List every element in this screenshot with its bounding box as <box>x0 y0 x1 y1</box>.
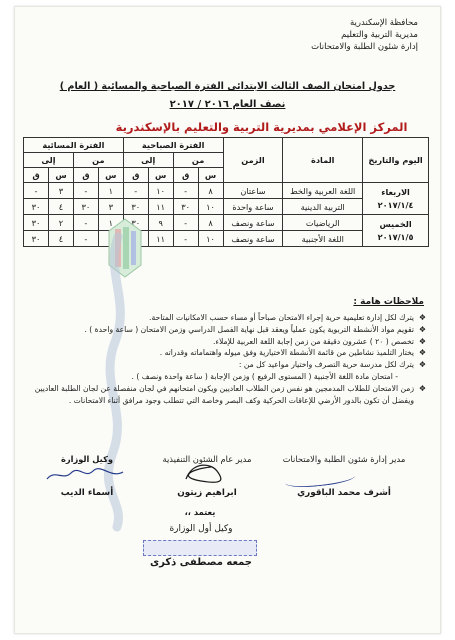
evening-from-minute: - <box>73 231 98 247</box>
header-hour: س <box>49 168 74 183</box>
handwritten-signature-icon <box>181 459 231 489</box>
note-item <box>28 336 426 348</box>
bullet-icon: ❖ <box>418 360 426 370</box>
subject-cell: اللغة العربية والخط <box>283 183 363 199</box>
morning-to-hour: ١١ <box>148 199 173 215</box>
note-item <box>28 312 426 324</box>
header-to: إلى <box>123 153 173 168</box>
signature-title: وكيل الوزارة <box>60 454 114 464</box>
note-item <box>28 371 426 383</box>
table-row <box>24 183 429 199</box>
media-center-caption: المركز الإعلامي بمديرية التربية والتعليم بالإسكندرية <box>115 120 408 134</box>
evening-to-hour: ٢ <box>49 215 74 231</box>
bullet-icon: ❖ <box>418 324 426 334</box>
document-subtitle: نصف العام ٢٠١٦ / ٢٠١٧ <box>169 99 286 110</box>
header-from: من <box>173 153 223 168</box>
evening-to-hour: ٤ <box>49 231 74 247</box>
media-logo-icon <box>105 217 145 279</box>
document-page <box>14 6 441 634</box>
morning-from-minute: - <box>173 231 198 247</box>
morning-to-hour: ١١ <box>148 231 173 247</box>
exam-date: ٢٠١٧/١/٤ <box>377 199 414 210</box>
header-minute: ق <box>24 168 49 183</box>
bullet-icon: ❖ <box>418 336 426 346</box>
table-row <box>24 215 429 231</box>
morning-to-minute: - <box>123 183 148 199</box>
header-from: من <box>73 153 123 168</box>
signature-title: مدير عام الشئون التنفيذية <box>162 454 252 464</box>
note-item <box>28 383 426 395</box>
time-cell: ساعة ونصف <box>223 215 283 231</box>
morning-to-minute: ٣٠ <box>123 215 148 231</box>
header-evening: الفترة المسائية <box>24 138 124 153</box>
evening-to-hour: ٤ <box>49 199 74 215</box>
official-stamp-icon <box>143 540 257 556</box>
header-hour: س <box>98 168 123 183</box>
morning-from-hour: ٨ <box>198 215 223 231</box>
signature-name: جمعه مصطفى ذكرى <box>149 557 253 568</box>
evening-from-hour: ٣ <box>98 199 123 215</box>
morning-to-hour: ١٠ <box>148 183 173 199</box>
morning-from-hour: ١٠ <box>198 199 223 215</box>
time-cell: ساعة واحدة <box>223 199 283 215</box>
exam-date: ٢٠١٧/١/٥ <box>377 231 414 242</box>
notes-title: ملاحظات هامة : <box>353 297 424 307</box>
subject-cell: التربية الدينية <box>283 199 363 215</box>
morning-to-hour: ٩ <box>148 215 173 231</box>
header-subject: المادة <box>283 138 363 183</box>
signature-title: مدير إدارة شئون الطلبة والامتحانات <box>282 454 406 464</box>
note-text: يترك لكل مدرسة حرية التصرف واختيار مواعيد كل من : <box>238 360 414 370</box>
header-minute: ق <box>73 168 98 183</box>
note-text: تقويم مواد الأنشطة التربوية يكون عملياً ويعقد قبل نهاية الفصل الدراسي وزمن الامتحان ( ساعة واحدة ) . <box>84 324 414 334</box>
signature-name: أشرف محمد الباقوري <box>297 488 391 498</box>
note-text: زمن الامتحان للطلاب المدمجين هو نفس زمن الطلاب العاديين ويكون امتحانهم في لجان منفصلة عن لجان الطلبة العاديين <box>34 383 414 393</box>
header-minute: ق <box>173 168 198 183</box>
evening-to-hour: ٣ <box>49 183 74 199</box>
note-item <box>28 324 426 336</box>
evening-to-minute: - <box>24 183 49 199</box>
header-hour: س <box>198 168 223 183</box>
issuer-header <box>258 17 418 53</box>
morning-from-minute: ٣٠ <box>173 199 198 215</box>
evening-to-minute: ٣٠ <box>24 231 49 247</box>
day-name: الاربعاء <box>381 186 410 197</box>
subject-cell: اللغة الأجنبية <box>283 231 363 247</box>
signature-name: أسماء الديب <box>60 488 114 498</box>
header-hour: س <box>148 168 173 183</box>
note-item <box>28 347 426 359</box>
note-item <box>28 395 426 407</box>
header-line: مديرية التربية والتعليم <box>341 30 418 40</box>
day-date-cell <box>363 215 429 247</box>
note-text: يختار التلميذ نشاطين من قائمة الأنشطة الاختيارية وفق ميوله واهتماماته وقدراته . <box>159 348 414 358</box>
document-title: جدول امتحان الصف الثالث الابتدائى الفترة الصباحية والمسائية ( العام ) <box>59 81 396 92</box>
evening-from-minute: - <box>73 215 98 231</box>
morning-from-minute: - <box>173 215 198 231</box>
signature-title: وكيل أول الوزارة <box>169 524 233 534</box>
header-to: إلى <box>24 153 74 168</box>
evening-from-minute: - <box>73 183 98 199</box>
note-text: ويفضل أن تكون بالدور الأرضي للإعاقات الحركية وكف البصر وخاصة التي تتطلب وجود مرافق أثناء الامتحانات . <box>68 395 414 405</box>
morning-from-minute: - <box>173 183 198 199</box>
header-line: محافظة الإسكندرية <box>349 18 418 28</box>
header-minute: ق <box>123 168 148 183</box>
exam-schedule-table <box>23 137 429 247</box>
evening-from-hour: ١ <box>98 183 123 199</box>
note-text: يترك لكل إدارة تعليمية حرية إجراء الامتحان صباحاً أو مساء حسب الامكانيات المتاحة. <box>149 313 414 322</box>
signature-name: ابراهيم زيتون <box>177 488 237 498</box>
evening-to-minute: ٣٠ <box>24 199 49 215</box>
time-cell: ساعتان <box>223 183 283 199</box>
morning-from-hour: ٨ <box>198 183 223 199</box>
time-cell: ساعة ونصف <box>223 231 283 247</box>
note-item <box>28 359 426 371</box>
header-line: إدارة شئون الطلبة والامتحانات <box>311 42 418 52</box>
bullet-icon: ❖ <box>418 348 426 358</box>
handwritten-signature-icon <box>45 467 125 483</box>
header-time: الزمن <box>223 138 283 183</box>
bullet-icon: ❖ <box>418 313 426 322</box>
note-text: - امتحان مادة اللغة الأجنبية ( المستوى الرفيع ) وزمن الإجابة ( ساعة واحدة ونصف ) . <box>131 371 398 381</box>
approval-label: يعتمد ،، <box>184 507 216 517</box>
evening-from-hour: ١ <box>98 215 123 231</box>
morning-to-minute: ٣٠ <box>123 199 148 215</box>
notes-list <box>28 312 426 406</box>
note-text: تخصص ( ٢٠ ) عشرون دقيقة من زمن إجابة اللغة العربية للإملاء. <box>212 336 414 346</box>
evening-from-minute: ٣٠ <box>73 199 98 215</box>
day-date-cell <box>363 183 429 215</box>
header-day-date: اليوم والتاريخ <box>363 138 429 183</box>
evening-to-minute: ٣٠ <box>24 215 49 231</box>
header-morning: الفترة الصباحية <box>123 138 223 153</box>
morning-from-hour: ١٠ <box>198 231 223 247</box>
bullet-icon: ❖ <box>418 383 426 393</box>
day-name: الخميس <box>379 218 412 229</box>
subject-cell: الرياضيات <box>283 215 363 231</box>
